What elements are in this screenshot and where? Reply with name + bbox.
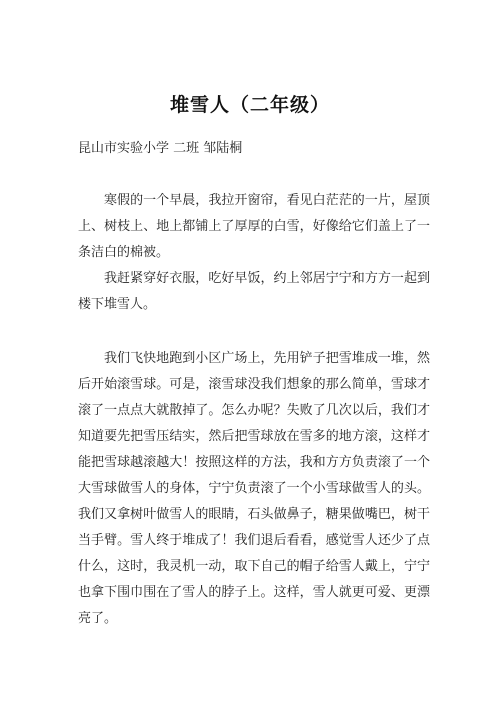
paragraph-2: 我赶紧穿好衣服，吃好早饭，约上邻居宁宁和方方一起到楼下堆雪人。 [78,271,430,312]
author-byline: 昆山市实验小学 二班 邹陆桐 [78,141,243,156]
document-title: 堆雪人（二年级） [169,94,330,116]
paragraph-3: 我们飞快地跑到小区广场上，先用铲子把雪堆成一堆，然后开始滚雪球。可是，滚雪球没我们想象的那么简单，雪球才滚了一点点大就散掉了。怎么办呢？失败了几次以后，我们才知道要先把雪压结实，然后把雪球放在雪多的地方滚，这样才能把雪球越滚越大！按照这样的方法，我和方方负责滚了一个大雪球做雪人的身体，宁宁负责滚了一个小雪球做雪人的头。我们又拿树叶做雪人的眼睛，石头做鼻子，糖果做嘴巴，树干当手臂。雪人终于堆成了！我们退后看看，感觉雪人还少了点什么，这时，我灵机一动，取下自己的帽子给雪人戴上，宁宁也拿下围巾围在了雪人的脖子上。这样，雪人就更可爱、更漂亮了。 [78,351,430,626]
paragraph-1: 寒假的一个早晨，我拉开窗帘，看见白茫茫的一片，屋顶上、树枝上、地上都铺上了厚厚的白雪，好像给它们盖上了一条洁白的棉被。 [78,193,430,260]
